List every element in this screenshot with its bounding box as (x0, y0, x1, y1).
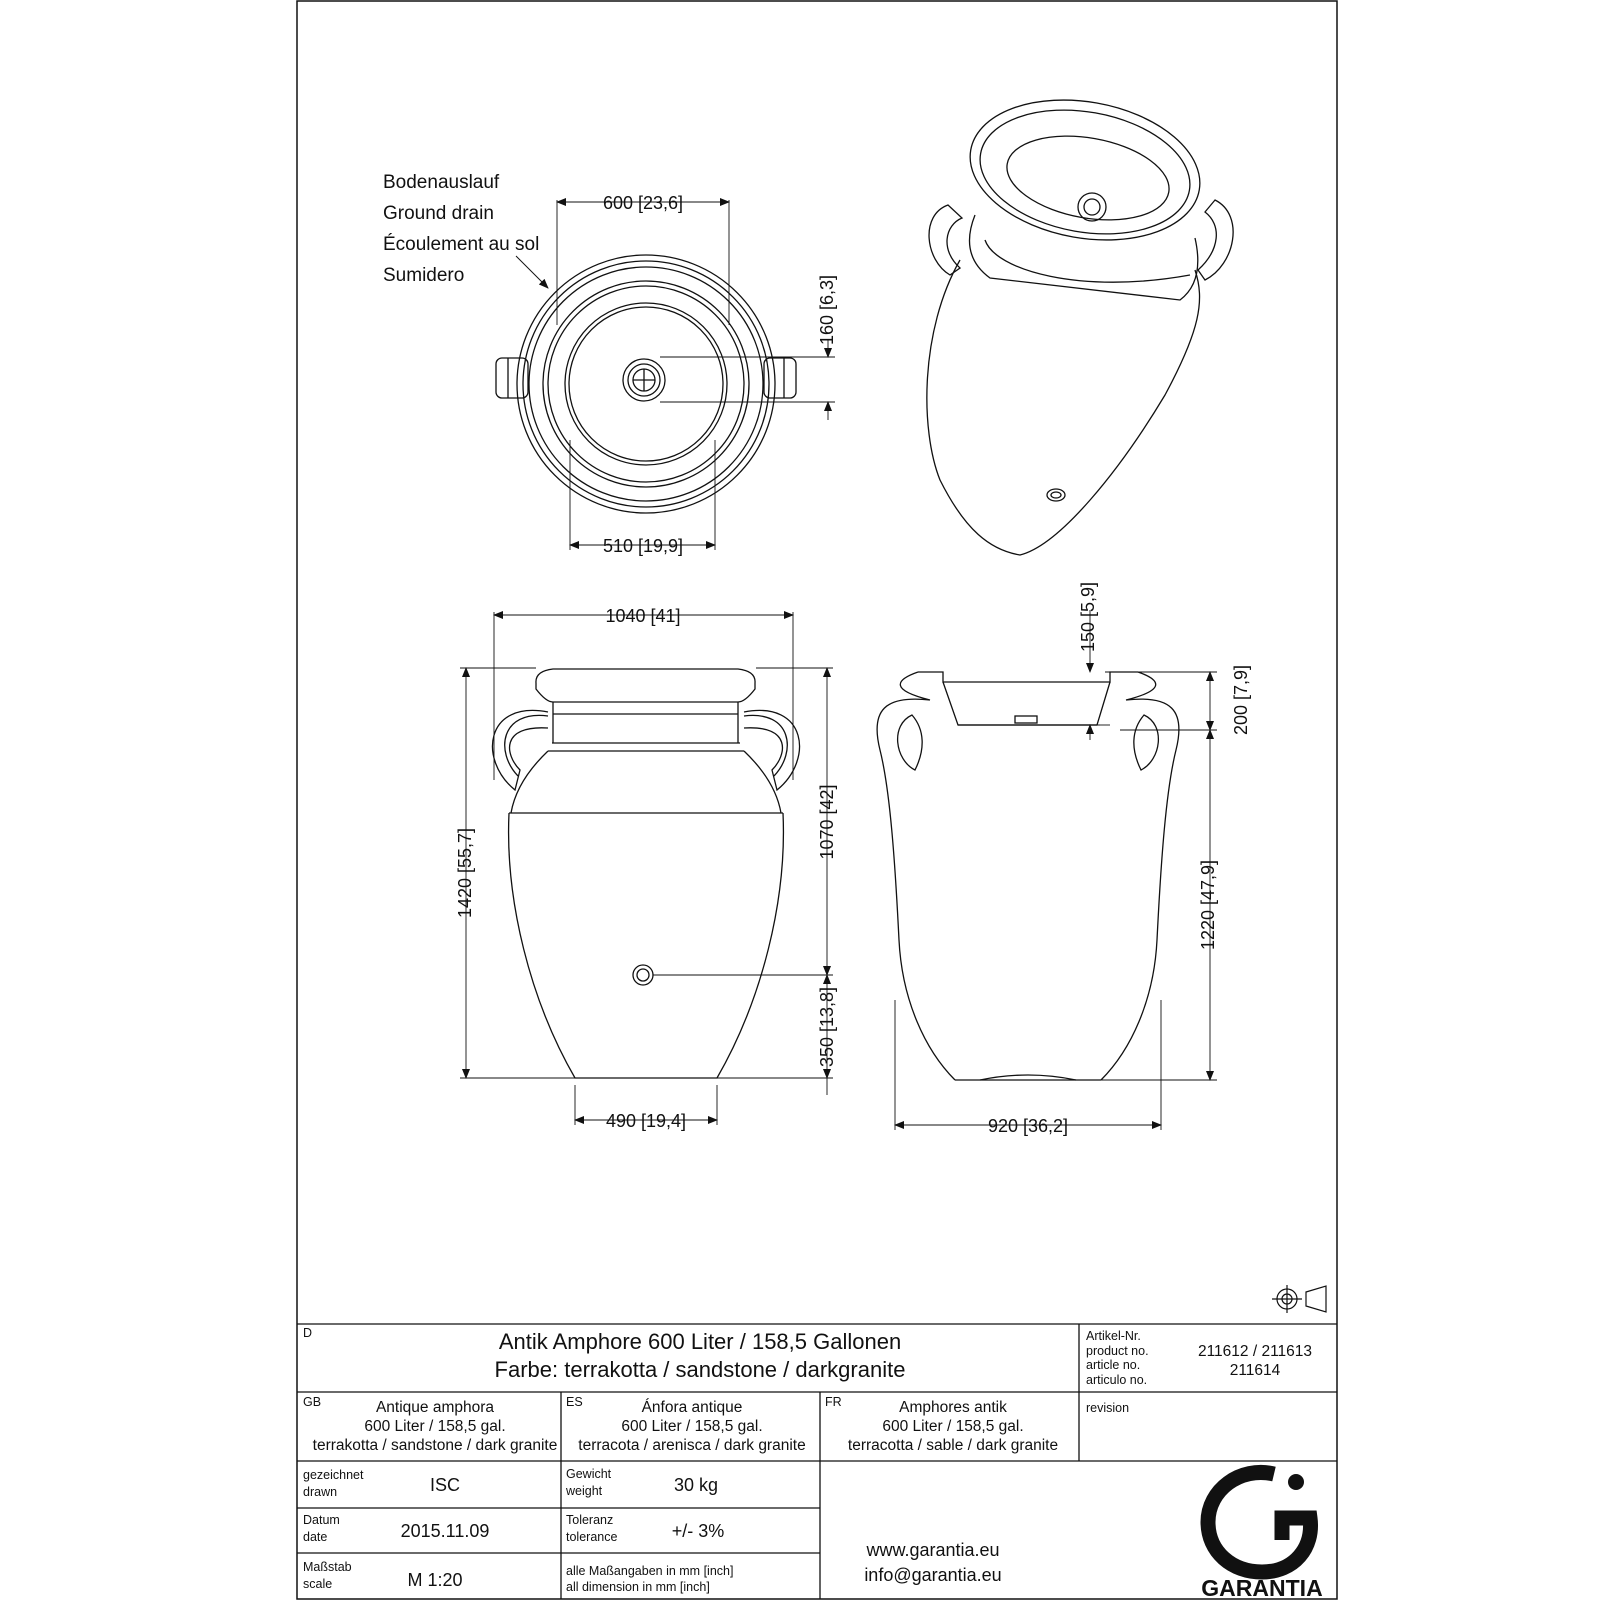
website-link[interactable]: www.garantia.eu (866, 1540, 1000, 1560)
top-view (496, 200, 835, 550)
section-view (877, 610, 1217, 1130)
svg-text:articulo no.: articulo no. (1086, 1373, 1148, 1387)
revision-label: revision (1086, 1401, 1130, 1415)
svg-text:tolerance: tolerance (566, 1530, 618, 1544)
dim-top-inner: 510 [19,9] (602, 536, 684, 556)
projection-symbol-icon (1272, 1285, 1326, 1313)
svg-text:terracota / arenisca / dark gr: terracota / arenisca / dark granite (578, 1437, 806, 1454)
svg-text:date: date (303, 1530, 328, 1544)
dim-top-outer: 600 [23,6] (602, 193, 684, 213)
svg-text:600 Liter / 158,5 gal.: 600 Liter / 158,5 gal. (621, 1418, 763, 1435)
svg-text:FR: FR (825, 1395, 842, 1409)
dim-front-tap: 350 [13,8] (817, 986, 837, 1068)
isometric-view (927, 83, 1233, 555)
dim-section-width: 920 [36,2] (987, 1116, 1069, 1136)
svg-text:Datum: Datum (303, 1513, 340, 1527)
dim-front-base: 490 [19,4] (605, 1111, 687, 1131)
svg-text:M 1:20: M 1:20 (407, 1570, 463, 1590)
es-description (566, 1395, 806, 1454)
brand-name: GARANTIA (1201, 1575, 1323, 1600)
svg-text:drawn: drawn (303, 1485, 338, 1499)
svg-text:Écoulement au sol: Écoulement au sol (383, 234, 540, 255)
svg-text:Antique amphora: Antique amphora (375, 1399, 495, 1416)
svg-text:2015.11.09: 2015.11.09 (400, 1521, 490, 1541)
svg-text:Ground drain: Ground drain (383, 203, 494, 224)
svg-text:terrakotta / sandstone / dark: terrakotta / sandstone / dark granite (312, 1437, 558, 1454)
article-number-1: 211612 / 211613 (1197, 1343, 1313, 1360)
svg-text:GB: GB (303, 1395, 322, 1409)
scale-field (303, 1560, 463, 1591)
units-note (566, 1564, 733, 1594)
svg-text:scale: scale (303, 1577, 333, 1591)
dim-front-height: 1420 [55,7] (455, 827, 475, 919)
svg-text:terracotta / sable / dark gran: terracotta / sable / dark granite (847, 1437, 1059, 1454)
dim-section-rim: 150 [5,9] (1078, 581, 1098, 653)
svg-text:article no.: article no. (1086, 1358, 1141, 1372)
title-line-2: Farbe: terrakotta / sandstone / darkgranite (494, 1357, 906, 1382)
ground-drain-icon (623, 359, 665, 401)
svg-text:Artikel-Nr.: Artikel-Nr. (1086, 1329, 1141, 1343)
svg-text:all dimension in mm [inch]: all dimension in mm [inch] (566, 1580, 710, 1594)
drain-label (383, 172, 539, 286)
svg-text:600 Liter / 158,5 gal.: 600 Liter / 158,5 gal. (364, 1418, 506, 1435)
tolerance-field (566, 1513, 724, 1544)
article-labels (1086, 1329, 1149, 1387)
title-line-1: Antik Amphore 600 Liter / 158,5 Gallonen (498, 1329, 902, 1354)
svg-text:ES: ES (566, 1395, 583, 1409)
dim-front-body: 1070 [42] (817, 784, 837, 860)
svg-text:Toleranz: Toleranz (566, 1513, 614, 1527)
dim-section-height: 1220 [47,9] (1198, 859, 1218, 951)
garantia-logo (1201, 1472, 1322, 1600)
svg-text:gezeichnet: gezeichnet (303, 1468, 364, 1482)
weight-field (565, 1467, 718, 1498)
valve-icon (1078, 193, 1106, 221)
svg-text:Maßstab: Maßstab (303, 1560, 352, 1574)
dim-top-offset: 160 [6,3] (817, 274, 837, 346)
email-link[interactable]: info@garantia.eu (864, 1565, 1002, 1585)
drawn-field (303, 1468, 460, 1499)
svg-text:600 Liter / 158,5 gal.: 600 Liter / 158,5 gal. (882, 1418, 1024, 1435)
svg-text:Amphores antik: Amphores antik (899, 1399, 1007, 1416)
article-number-2: 211614 (1229, 1362, 1281, 1379)
fr-description (825, 1395, 1058, 1454)
tap-icon (1047, 489, 1065, 501)
svg-text:weight: weight (566, 1484, 603, 1498)
svg-text:Sumidero: Sumidero (383, 265, 465, 286)
svg-text:+/- 3%: +/- 3% (671, 1521, 725, 1541)
svg-text:Gewicht: Gewicht (566, 1467, 612, 1481)
dim-front-width: 1040 [41] (605, 606, 681, 626)
svg-text:Ánfora antique: Ánfora antique (641, 1399, 743, 1416)
dim-section-top: 200 [7,9] (1231, 664, 1251, 736)
title-block-corner: D (303, 1326, 313, 1340)
svg-text:ISC: ISC (429, 1475, 461, 1495)
gb-description (303, 1395, 557, 1454)
front-view (460, 612, 833, 1125)
svg-text:alle Maßangaben in mm [inch]: alle Maßangaben in mm [inch] (566, 1564, 734, 1578)
svg-text:product no.: product no. (1086, 1344, 1149, 1358)
date-field (303, 1513, 489, 1544)
svg-text:30 kg: 30 kg (673, 1475, 719, 1495)
tap-icon (633, 965, 653, 985)
svg-text:Bodenauslauf: Bodenauslauf (383, 172, 500, 193)
